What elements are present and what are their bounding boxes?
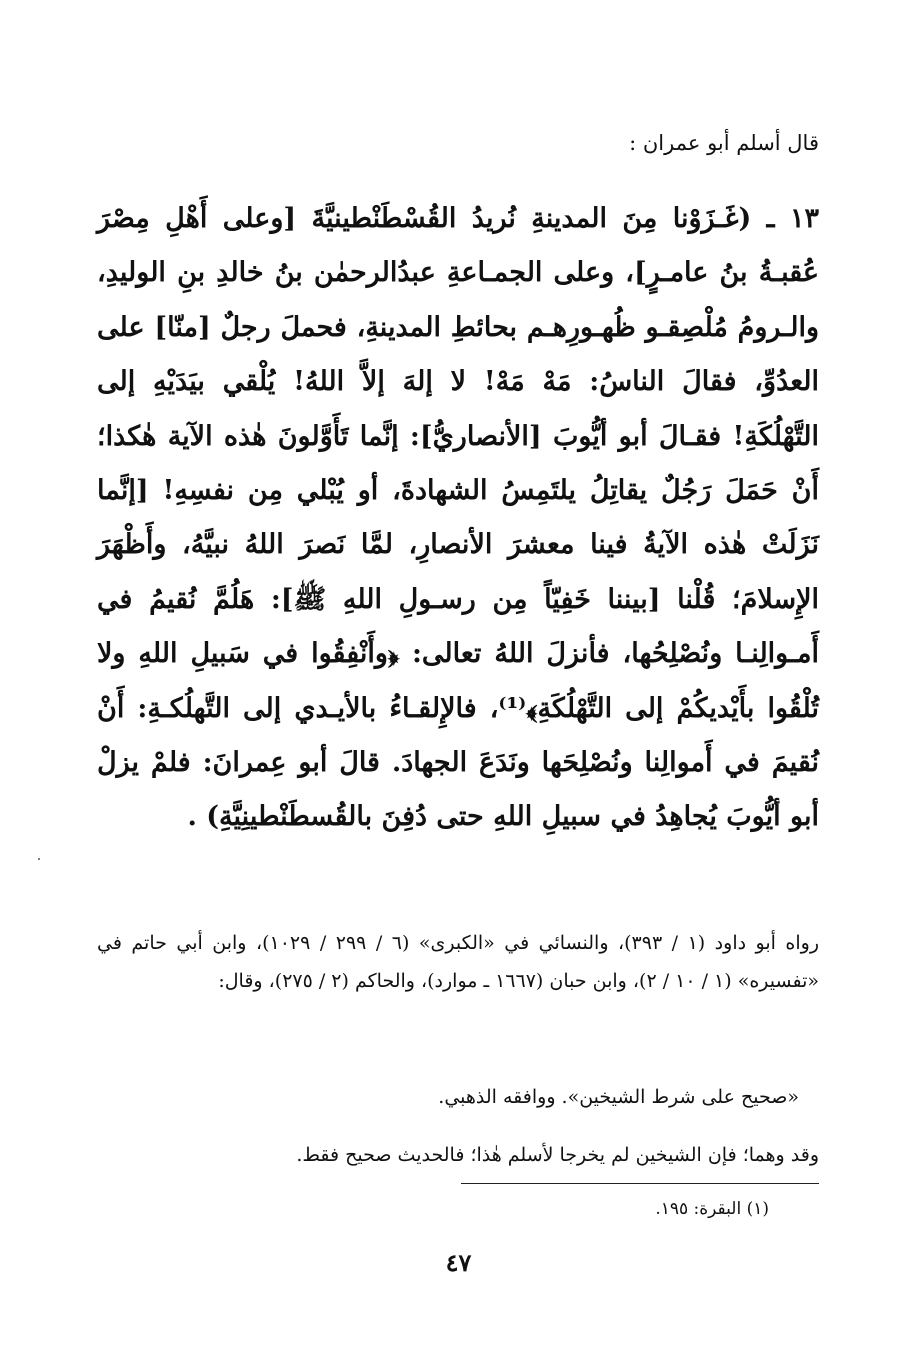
narrator-heading: قال أسلم أبو عمران : bbox=[629, 131, 819, 155]
footnote: (١) البقرة: ١٩٥. bbox=[655, 1199, 769, 1219]
grading-verdict: وقد وهما؛ فإن الشيخين لم يخرجا لأسلم هٰذا؛ فالحديث صحيح فقط. bbox=[296, 1144, 819, 1166]
takhrij-paragraph: رواه أبو داود (١ / ٣٩٣)، والنسائي في «الكبرى» (٦ / ٢٩٩ / ١٠٢٩)، وابن أبي حاتم في «تفسيره» (١ / ١٠ / ٢)، وابن حبان (١٦٦٧ ـ موارد)، والحاكم (٢ / ٢٧٥)، وقال: bbox=[97, 932, 820, 992]
hadith-text-block bbox=[97, 192, 819, 845]
footnote-divider bbox=[461, 1183, 819, 1184]
hadith-paragraph: ١٣ ـ (غَـزَوْنا مِنَ المدينةِ نُريدُ القُسْطَنْطينيَّةَ [وعلى أَهْلِ مِصْرَ عُقبـةُ بنُ عامـرٍ]، وعلى الجمـاعةِ عبدُالرحمٰن بنُ خالدِ بنِ الوليدِ، والـرومُ مُلْصِقـو ظُهـورِهـم بحائطِ المدينةِ، فحملَ رجلٌ [منّا] على العدُوِّ، فقالَ الناسُ: مَهْ مَهْ! لا إلهَ إلاَّ اللهُ! يُلْقي بيَدَيْهِ إلى التَّهْلُكَةِ! فقـالَ أبو أيُّوبَ [الأنصاريُّ]: إنَّما تَأَوَّلونَ هٰذه الآية هٰكذا؛ أَنْ حَمَلَ رَجُلٌ يقاتِلُ يلتَمِسُ الشهادةَ، أو يُبْلي مِن نفسِهِ! [إنَّما نَزَلَتْ هٰذه الآيةُ فينا معشرَ الأنصارِ، لمَّا نَصرَ اللهُ نبيَّهُ، وأَظْهَرَ الإِسلامَ؛ قُلْنا [بيننا خَفِيّاً مِن رسـولِ اللهِ ﷺ]: هَلُمَّ نُقيمُ في أَمـوالِنـا ونُصْلِحُها، فأنزلَ اللهُ تعالى: ﴿وأَنْفِقُوا في سَبيلِ اللهِ ولا تُلْقُوا بأَيْديكُمْ إلى التَّهْلُكَةِ﴾⁽¹⁾، فالإِلقـاءُ بالأيـدي إلى التَّهلُكـةِ: أَنْ نُقيمَ في أَموالِنا ونُصْلِحَها ونَدَعَ الجهادَ. قالَ أبو عِمرانَ: فلمْ يزلْ أبو أيُّوبَ يُجاهِدُ في سبيلِ اللهِ حتى دُفِنَ بالقُسطَنْطينِيَّةِ) . bbox=[97, 203, 819, 833]
page-number: ٤٧ bbox=[445, 1248, 472, 1277]
takhrij-commentary bbox=[97, 924, 819, 1000]
hakim-quote: «صحيح على شرط الشيخين». ووافقه الذهبي. bbox=[438, 1086, 799, 1108]
scan-speck bbox=[38, 858, 40, 860]
